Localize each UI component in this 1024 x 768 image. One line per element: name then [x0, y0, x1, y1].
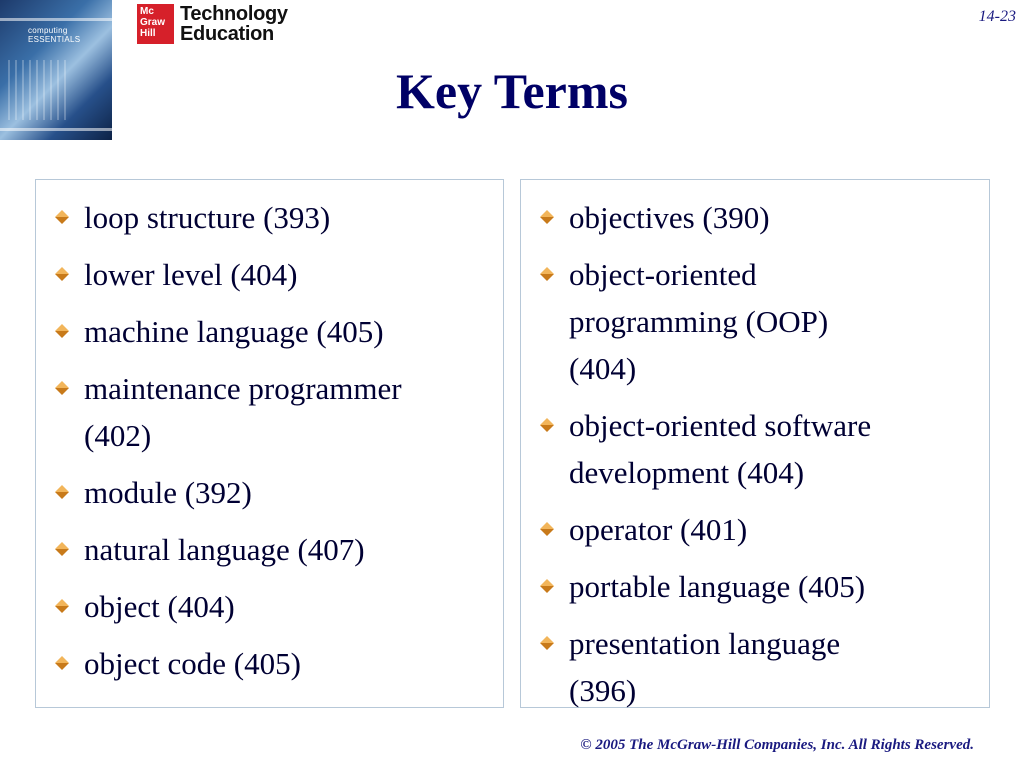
key-term-text: module (392) [84, 475, 252, 510]
key-term-text: object code (405) [84, 646, 301, 681]
key-term-item [531, 506, 979, 553]
left-terms-list [36, 180, 503, 687]
logo-line: Mc [140, 6, 154, 17]
right-terms-panel [520, 179, 990, 708]
brand-name-line1: Technology [180, 3, 288, 25]
key-term-text: maintenance programmer [84, 371, 402, 406]
brand-name [180, 4, 288, 44]
key-term-text: (402) [84, 418, 152, 453]
diamond-bullet-icon [54, 484, 70, 500]
diamond-bullet-icon [54, 541, 70, 557]
key-term-text: (404) [569, 351, 637, 386]
diamond-bullet-icon [539, 266, 555, 282]
key-term-text: natural language (407) [84, 532, 365, 567]
key-term-item [46, 526, 493, 573]
cover-band [0, 18, 112, 21]
key-term-item [46, 194, 493, 241]
key-term-text: lower level (404) [84, 257, 298, 292]
mcgraw-hill-logo [137, 4, 174, 44]
cover-title: computing ESSENTIALS [28, 26, 81, 44]
diamond-bullet-icon [54, 655, 70, 671]
key-term-text: object-oriented software [569, 408, 872, 443]
key-term-text: loop structure (393) [84, 200, 331, 235]
diamond-bullet-icon [539, 578, 555, 594]
diamond-bullet-icon [54, 323, 70, 339]
cover-band [0, 128, 112, 131]
key-term-item [531, 402, 979, 496]
diamond-bullet-icon [54, 380, 70, 396]
key-term-item [46, 365, 493, 459]
key-term-text: (396) [569, 673, 637, 708]
diamond-bullet-icon [539, 521, 555, 537]
key-term-text: objectives (390) [569, 200, 770, 235]
diamond-bullet-icon [539, 417, 555, 433]
logo-line: Hill [140, 28, 156, 39]
key-term-item [46, 640, 493, 687]
copyright-footer: © 2005 The McGraw-Hill Companies, Inc. All Rights Reserved. [580, 737, 974, 753]
key-term-text: presentation language [569, 626, 841, 661]
logo-line: Graw [140, 17, 166, 28]
key-term-text: operator (401) [569, 512, 748, 547]
diamond-bullet-icon [539, 635, 555, 651]
key-term-text: portable language (405) [569, 569, 866, 604]
key-term-text: machine language (405) [84, 314, 384, 349]
brand-name-line2: Education [180, 23, 274, 45]
key-term-item [46, 469, 493, 516]
diamond-bullet-icon [539, 209, 555, 225]
right-terms-list [521, 180, 989, 714]
slide-title: Key Terms [396, 63, 628, 119]
key-term-text: object-oriented [569, 257, 757, 292]
diamond-bullet-icon [54, 266, 70, 282]
diamond-bullet-icon [54, 209, 70, 225]
key-term-item [46, 251, 493, 298]
key-term-text: programming (OOP) [569, 304, 829, 339]
slide-number: 14-23 [978, 8, 1016, 25]
key-term-item [531, 620, 979, 714]
key-term-text: development (404) [569, 455, 805, 490]
key-term-item [46, 583, 493, 630]
key-term-text: object (404) [84, 589, 235, 624]
left-terms-panel [35, 179, 504, 708]
key-term-item [531, 251, 979, 392]
key-term-item [46, 308, 493, 355]
key-term-item [531, 563, 979, 610]
diamond-bullet-icon [54, 598, 70, 614]
key-term-item [531, 194, 979, 241]
